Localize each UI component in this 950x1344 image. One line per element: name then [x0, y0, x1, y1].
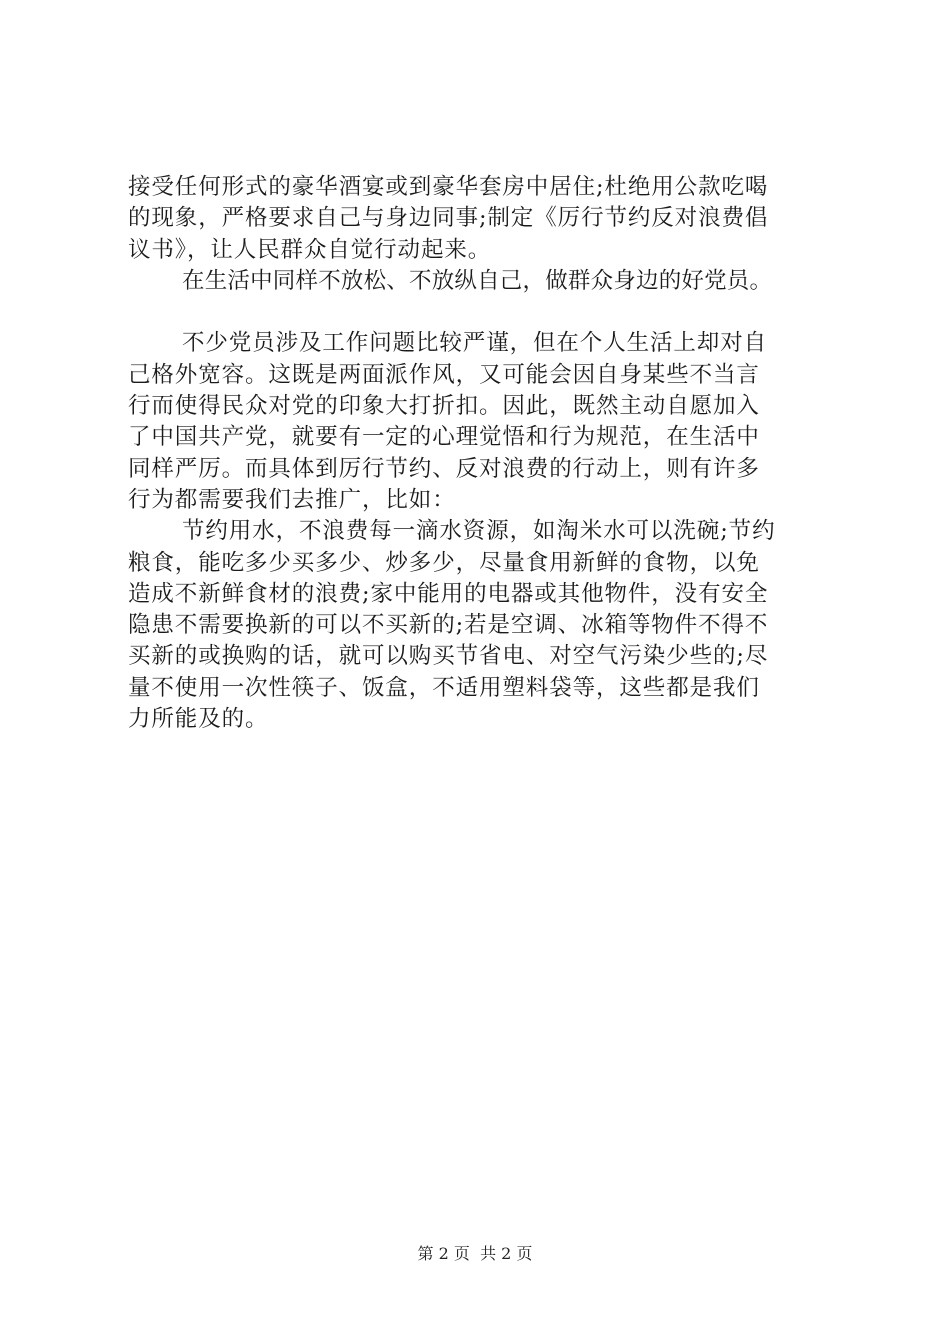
- text-line: 的现象，严格要求自己与身边同事;制定《厉行节约反对浪费倡: [128, 205, 769, 232]
- paragraph-gap: [128, 297, 848, 328]
- text-line: 节约用水，不浪费每一滴水资源，如淘米水可以洗碗;节约: [182, 518, 776, 545]
- text-line: 同样严厉。而具体到厉行节约、反对浪费的行动上，则有许多: [128, 455, 760, 482]
- text-line: 量不使用一次性筷子、饭盒，不适用塑料袋等，这些都是我们: [128, 674, 760, 701]
- text-line: 不少党员涉及工作问题比较严谨，但在个人生活上却对自: [182, 330, 768, 357]
- text-line: 行而使得民众对党的印象大打折扣。因此，既然主动自愿加入: [128, 393, 760, 420]
- text-line: 了中国共产党，就要有一定的心理觉悟和行为规范，在生活中: [128, 424, 760, 451]
- document-body: [128, 172, 848, 735]
- text-line: 造成不新鲜食材的浪费;家中能用的电器或其他物件，没有安全: [128, 580, 769, 607]
- page-footer: [0, 1242, 950, 1266]
- text-line: 买新的或换购的话，就可以购买节省电、对空气污染少些的;尽: [128, 643, 769, 670]
- page-total: 共 2 页: [480, 1244, 533, 1263]
- text-line: 力所能及的。: [128, 706, 269, 733]
- text-line: 粮食，能吃多少买多少、炒多少，尽量食用新鲜的食物，以免: [128, 549, 760, 576]
- text-line: 议书》，让人民群众自觉行动起来。: [128, 236, 492, 263]
- text-line: 己格外宽容。这既是两面派作风，又可能会因自身某些不当言: [128, 361, 760, 388]
- text-line: 隐患不需要换新的可以不买新的;若是空调、冰箱等物件不得不: [128, 612, 769, 639]
- page-number: 第 2 页: [417, 1244, 470, 1263]
- text-line: 行为都需要我们去推广，比如：: [128, 486, 456, 513]
- footer-separator: [470, 1244, 480, 1263]
- text-line: 在生活中同样不放松、不放纵自己，做群众身边的好党员。: [182, 267, 773, 294]
- text-line: 接受任何形式的豪华酒宴或到豪华套房中居住;杜绝用公款吃喝: [128, 174, 769, 200]
